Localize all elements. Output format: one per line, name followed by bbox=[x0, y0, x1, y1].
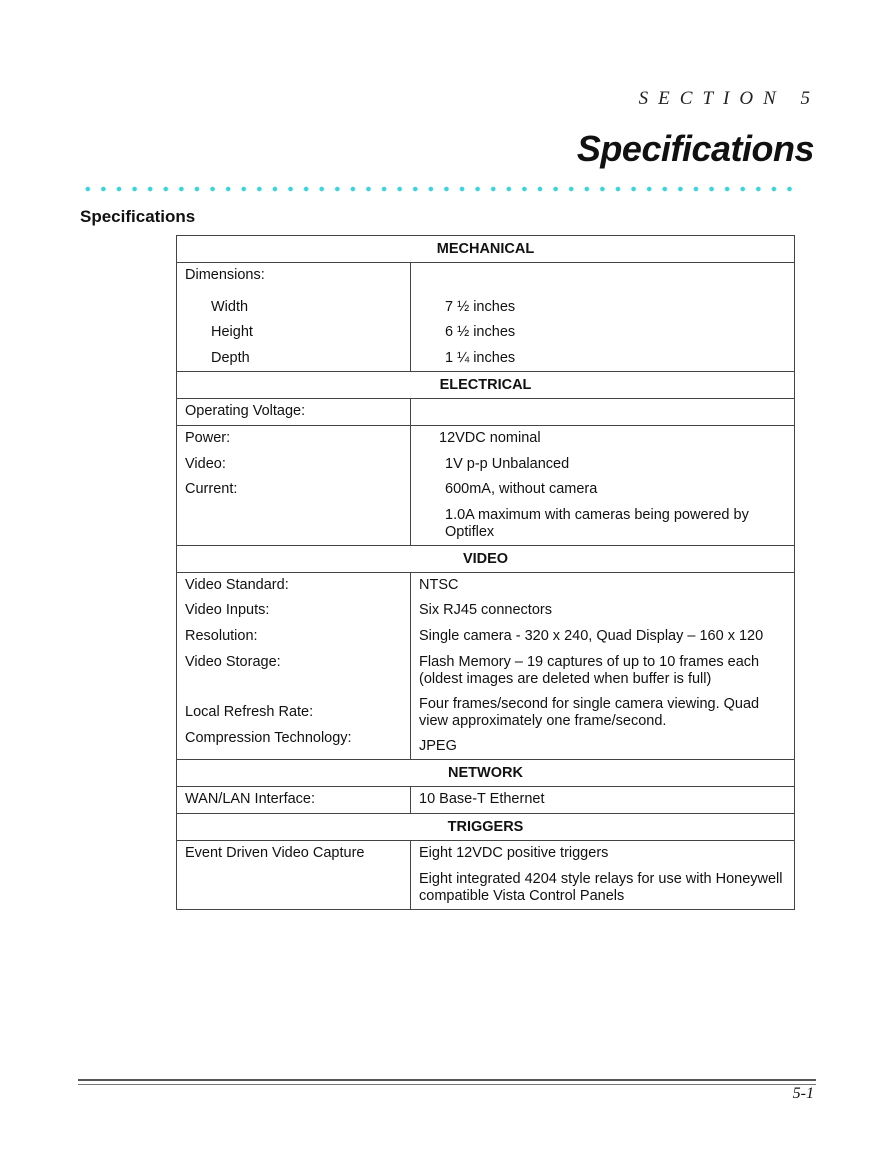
table-cell-label bbox=[177, 787, 411, 814]
video-storage-value: Flash Memory – 19 captures of up to 10 frames each (oldest images are deleted when buffer is full) bbox=[419, 653, 760, 687]
page-number: 5-1 bbox=[792, 1085, 814, 1102]
table-cell-label bbox=[177, 263, 411, 372]
event-driven-video-capture-label: Event Driven Video Capture bbox=[185, 844, 365, 861]
table-row bbox=[177, 263, 795, 372]
section-label: SECTION 5 bbox=[638, 88, 820, 109]
table-row bbox=[177, 399, 795, 426]
wan-lan-interface-value: 10 Base-T Ethernet bbox=[419, 791, 545, 808]
local-refresh-rate-value: Four frames/second for single camera viewing. Quad view approximately one frame/second. bbox=[419, 695, 760, 729]
network-heading: NETWORK bbox=[177, 760, 795, 787]
video-inputs-value: Six RJ45 connectors bbox=[419, 602, 552, 619]
table-section-header bbox=[177, 236, 795, 263]
triggers-value-positive: Eight 12VDC positive triggers bbox=[419, 844, 609, 861]
current-max-value: 1.0A maximum with cameras being powered by Optiflex bbox=[445, 506, 749, 540]
wan-lan-interface-label: WAN/LAN Interface: bbox=[185, 791, 316, 808]
table-section-header bbox=[177, 760, 795, 787]
electrical-heading: ELECTRICAL bbox=[177, 372, 795, 399]
table-section-header bbox=[177, 372, 795, 399]
table-cell-value bbox=[411, 572, 795, 760]
video-storage-label: Video Storage: bbox=[185, 653, 281, 670]
current-label: Current: bbox=[185, 481, 238, 498]
table-cell-value bbox=[411, 399, 795, 426]
table-cell-label bbox=[177, 425, 411, 545]
video-label: Video: bbox=[185, 455, 226, 472]
table-cell-value bbox=[411, 787, 795, 814]
video-heading: VIDEO bbox=[177, 545, 795, 572]
triggers-value-relays: Eight integrated 4204 style relays for use with Honeywell compatible Vista Control Panels bbox=[419, 870, 783, 904]
footer-divider bbox=[78, 1079, 816, 1085]
depth-label: Depth bbox=[211, 349, 250, 366]
dimensions-label: Dimensions: bbox=[185, 267, 265, 283]
table-row bbox=[177, 425, 795, 545]
triggers-heading: TRIGGERS bbox=[177, 813, 795, 840]
video-inputs-label: Video Inputs: bbox=[185, 602, 270, 619]
video-standard-value: NTSC bbox=[419, 576, 459, 593]
power-value: 12VDC nominal bbox=[439, 429, 541, 446]
width-label: Width bbox=[211, 298, 249, 315]
table-section-header bbox=[177, 813, 795, 840]
resolution-value: Single camera - 320 x 240, Quad Display – 160 x 120 bbox=[419, 627, 764, 644]
power-label: Power: bbox=[185, 429, 231, 446]
height-label: Height bbox=[211, 324, 253, 341]
resolution-label: Resolution: bbox=[185, 627, 258, 644]
width-value: 7 ½ inches bbox=[445, 298, 516, 315]
compression-technology-value: JPEG bbox=[419, 737, 457, 754]
page-title: Specifications bbox=[576, 128, 814, 169]
table-cell-label bbox=[177, 840, 411, 909]
depth-value: 1 ¼ inches bbox=[445, 349, 516, 366]
video-standard-label: Video Standard: bbox=[185, 576, 289, 593]
document-heading: Specifications bbox=[80, 207, 196, 226]
table-cell-value bbox=[411, 425, 795, 545]
table-cell-label bbox=[177, 399, 411, 426]
operating-voltage-label: Operating Voltage: bbox=[185, 403, 306, 420]
table-section-header bbox=[177, 545, 795, 572]
table-cell-label bbox=[177, 572, 411, 760]
compression-technology-label: Compression Technology: bbox=[185, 729, 352, 746]
local-refresh-rate-label: Local Refresh Rate: bbox=[185, 704, 314, 721]
video-value: 1V p-p Unbalanced bbox=[445, 455, 570, 472]
mechanical-heading: MECHANICAL bbox=[177, 236, 795, 263]
specifications-table bbox=[176, 235, 795, 910]
table-row bbox=[177, 840, 795, 909]
table-cell-value bbox=[411, 263, 795, 372]
table-row bbox=[177, 787, 795, 814]
table-cell-value bbox=[411, 840, 795, 909]
height-value: 6 ½ inches bbox=[445, 324, 516, 341]
table-row bbox=[177, 572, 795, 760]
dotted-divider bbox=[80, 186, 800, 192]
current-value: 600mA, without camera bbox=[445, 481, 598, 498]
